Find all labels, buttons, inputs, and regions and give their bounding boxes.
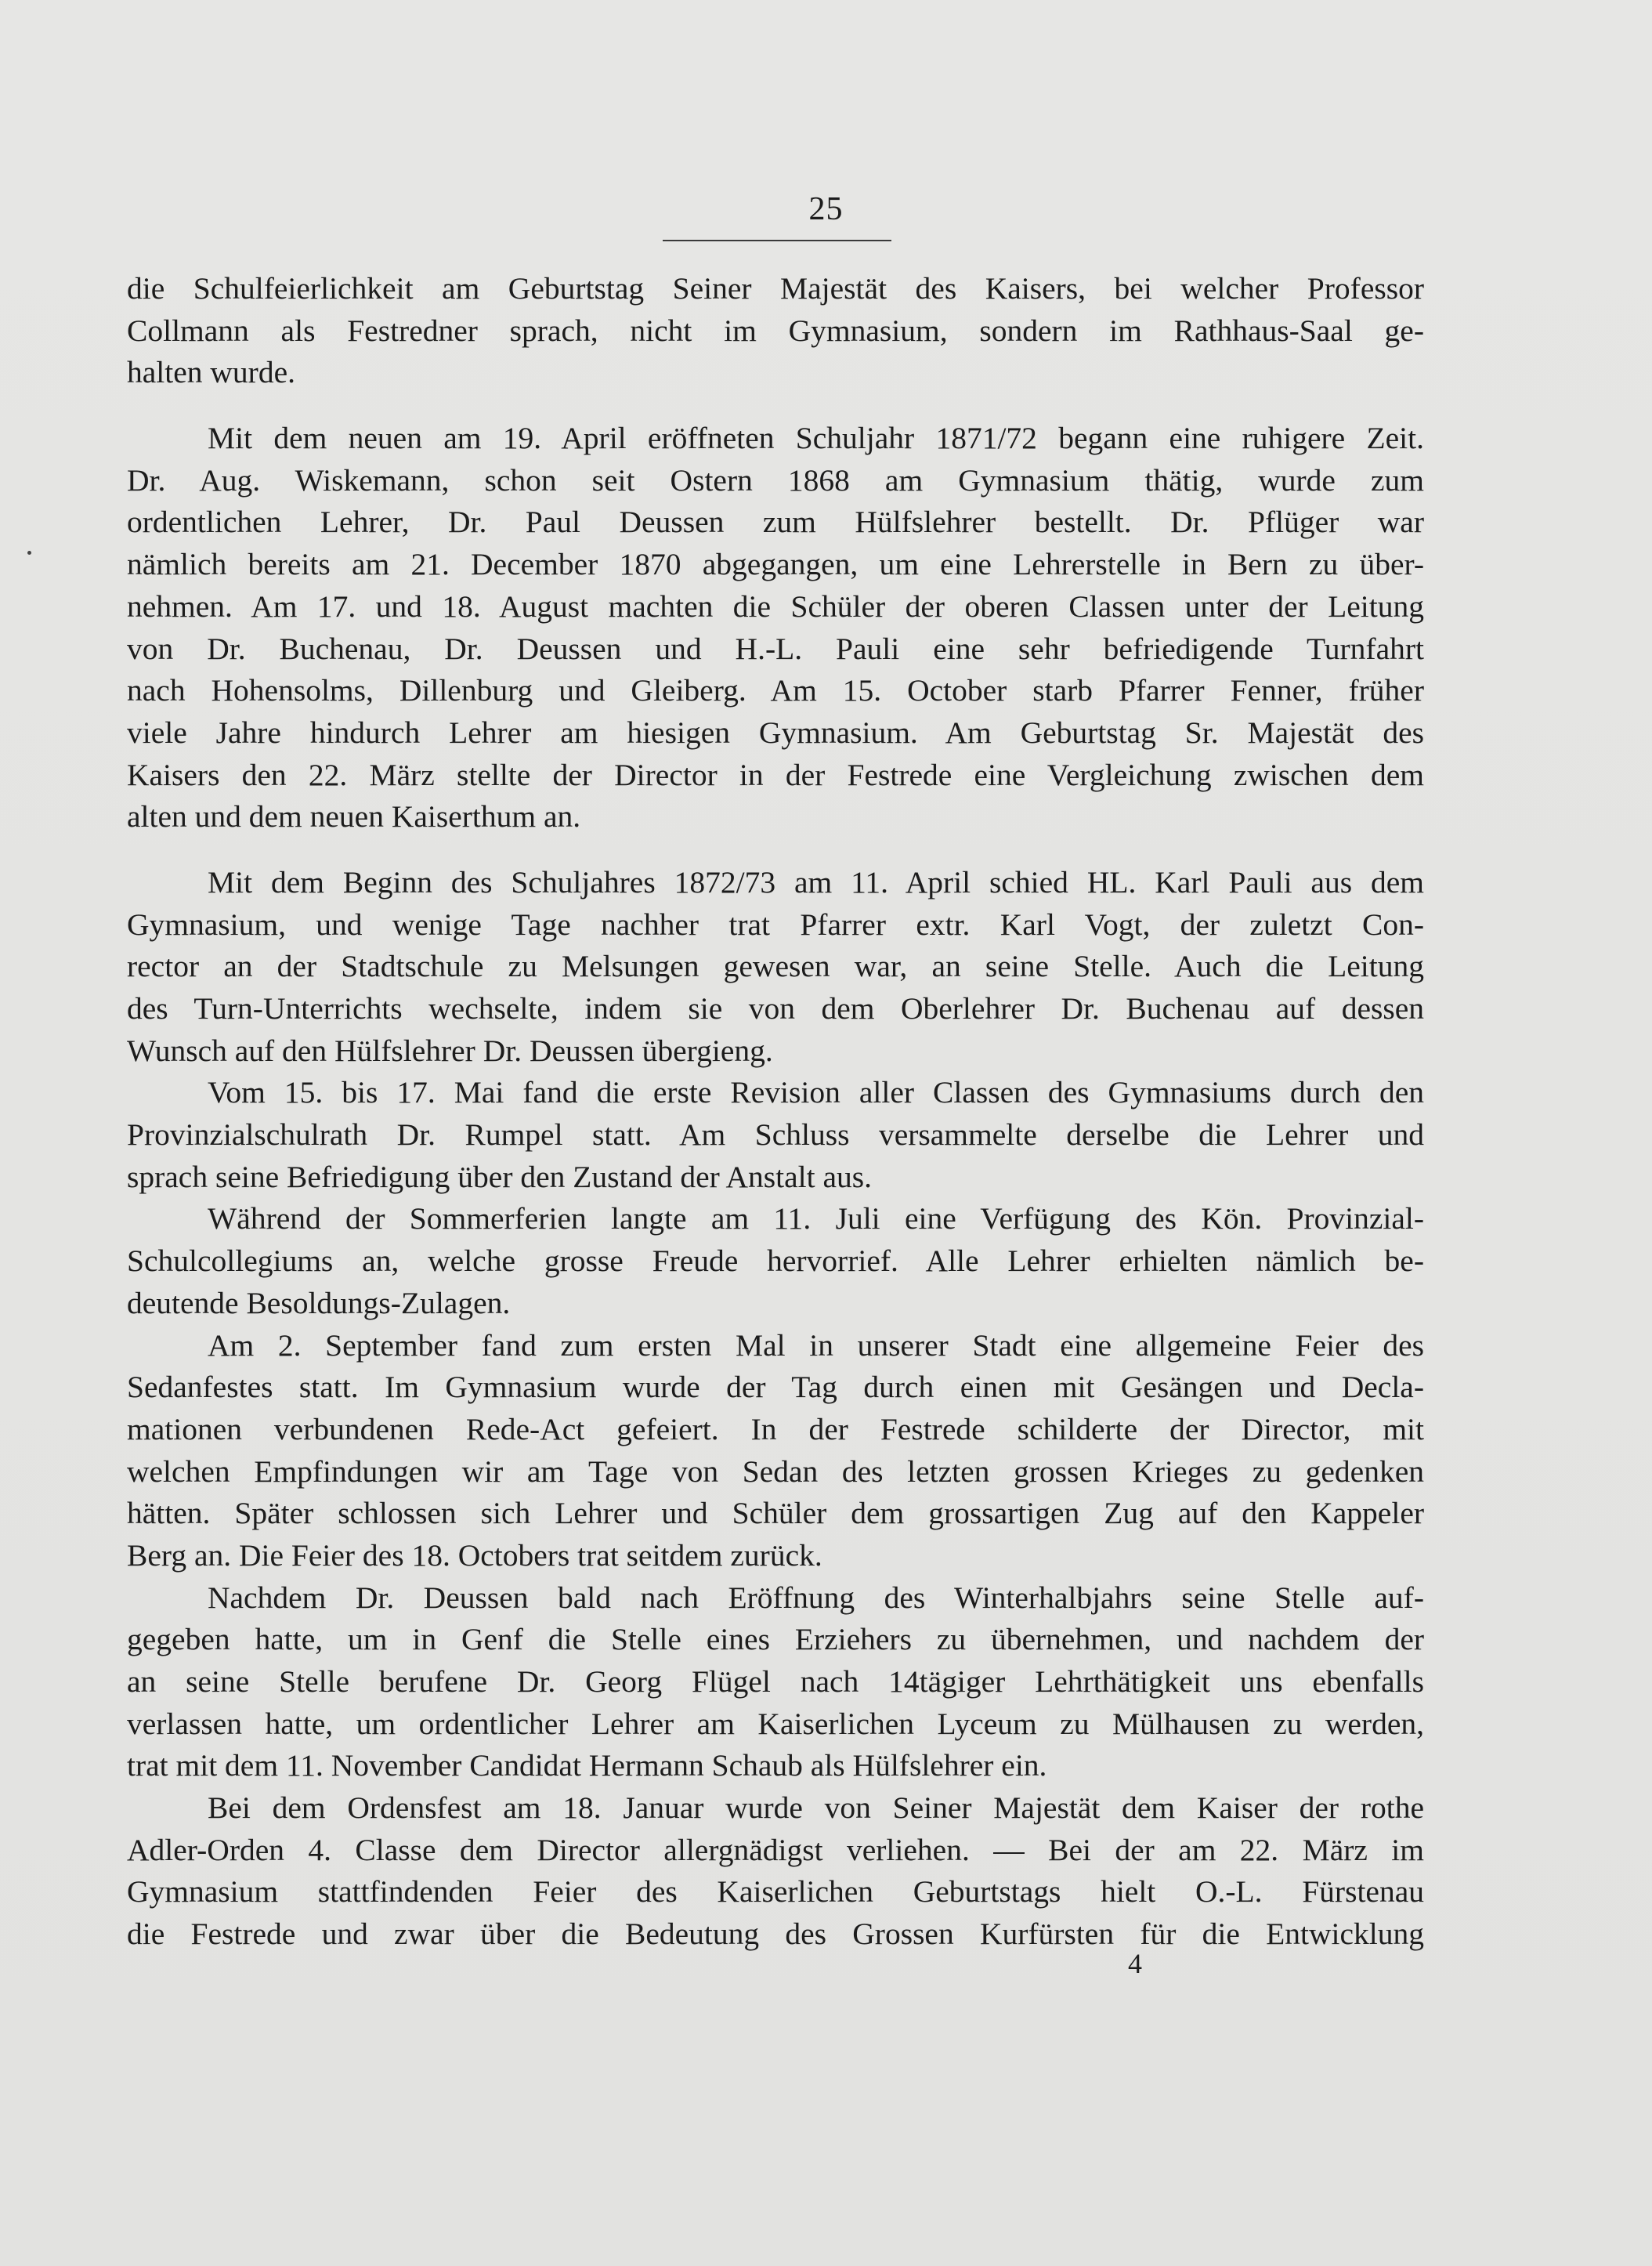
margin-dot [27,551,31,555]
text-line: hätten. Später schlossen sich Lehrer und Schüler dem grossartigen Zug auf den Kappeler [127,1496,1424,1531]
text-line: viele Jahre hindurch Lehrer am hiesigen Gymnasium. Am Geburtstag Sr. Majestät des [127,715,1424,750]
text-line: Berg an. Die Feier des 18. Octobers trat seitdem zurück. [127,1537,822,1573]
text-line: welchen Empfindungen wir am Tage von Sedan des letzten grossen Krieges zu gedenken [127,1453,1424,1489]
text-line: des Turn-Unterrichts wechselte, indem sie von dem Oberlehrer Dr. Buchenau auf dessen [127,991,1424,1026]
text-line: Bei dem Ordensfest am 18. Januar wurde von Seiner Majestät dem Kaiser der rothe [208,1790,1424,1826]
text-line: Vom 15. bis 17. Mai fand die erste Revision aller Classen des Gymnasiums durch den [208,1075,1424,1110]
text-line: Nachdem Dr. Deussen bald nach Eröffnung des Winterhalbjahrs seine Stelle auf- [208,1580,1424,1615]
text-line: verlassen hatte, um ordentlicher Lehrer am Kaiserlichen Lyceum zu Mülhausen zu werden, [127,1706,1424,1741]
text-line: die Schulfeierlichkeit am Geburtstag Seiner Majestät des Kaisers, bei welcher Professor [127,271,1424,306]
text-line: Mit dem Beginn des Schuljahres 1872/73 am 11. April schied HL. Karl Pauli aus dem [208,864,1424,900]
header-rule [663,240,891,241]
sheet-signature: 4 [1128,1948,1142,1979]
text-line: sprach seine Befriedigung über den Zustand der Anstalt aus. [127,1159,873,1194]
text-line: Während der Sommerferien langte am 11. Juli eine Verfügung des Kön. Provinzial- [208,1201,1424,1236]
text-line: deutende Besoldungs-Zulagen. [127,1285,511,1320]
text-line: ordentlichen Lehrer, Dr. Paul Deussen zum Hülfslehrer bestellt. Dr. Pflüger war [127,505,1424,540]
text-line: gegeben hatte, um in Genf die Stelle eines Erziehers zu übernehmen, und nachdem der [127,1622,1424,1657]
text-line: Gymnasium, und wenige Tage nachher trat Pfarrer extr. Karl Vogt, der zuletzt Con- [127,907,1424,942]
text-line: halten wurde. [127,355,295,390]
text-line: alten und dem neuen Kaiserthum an. [127,799,581,834]
text-line: Kaisers den 22. März stellte der Director in der Festrede eine Vergleichung zwischen dem [127,757,1424,792]
text-line: Provinzialschulrath Dr. Rumpel statt. Am Schluss versammelte derselbe die Lehrer und [127,1117,1424,1153]
text-line: Sedanfestes statt. Im Gymnasium wurde der Tag durch einen mit Gesängen und Decla- [127,1370,1424,1405]
paragraph-gap [127,838,1424,862]
text-line: Wunsch auf den Hülfslehrer Dr. Deussen übergieng. [127,1033,773,1068]
text-line: Schulcollegiums an, welche grosse Freude hervorrief. Alle Lehrer erhielten nämlich be- [127,1243,1424,1279]
body-text [127,268,1424,1956]
text-line: rector an der Stadtschule zu Melsungen gewesen war, an seine Stelle. Auch die Leitung [127,949,1424,984]
text-line: Gymnasium stattfindenden Feier des Kaiserlichen Geburtstags hielt O.-L. Fürstenau [127,1874,1424,1909]
text-line: Am 2. September fand zum ersten Mal in unserer Stadt eine allgemeine Feier des [208,1327,1424,1363]
text-line: Collmann als Festredner sprach, nicht im Gymnasium, sondern im Rathhaus-Saal ge- [127,313,1424,348]
page-number: 25 [808,191,844,227]
paragraph-gap [127,394,1424,418]
text-line: mationen verbundenen Rede-Act gefeiert. In der Festrede schilderte der Director, mit [127,1411,1424,1446]
text-line: trat mit dem 11. November Candidat Hermann Schaub als Hülfslehrer ein. [127,1748,1047,1783]
text-line: Adler-Orden 4. Classe dem Director allergnädigst verliehen. — Bei der am 22. März im [127,1832,1424,1867]
text-line: nehmen. Am 17. und 18. August machten die Schüler der oberen Classen unter der Leitung [127,588,1424,624]
text-line: die Festrede und zwar über die Bedeutung des Grossen Kurfürsten für die Entwicklung [127,1917,1424,1952]
text-line: an seine Stelle berufene Dr. Georg Flügel nach 14tägiger Lehrthätigkeit uns ebenfalls [127,1664,1424,1699]
text-line: Dr. Aug. Wiskemann, schon seit Ostern 1868 am Gymnasium thätig, wurde zum [127,462,1424,498]
text-line: nämlich bereits am 21. December 1870 abgegangen, um eine Lehrerstelle in Bern zu über- [127,547,1424,582]
text-line: von Dr. Buchenau, Dr. Deussen und H.-L. Pauli eine sehr befriedigende Turnfahrt [127,631,1424,666]
text-line: nach Hohensolms, Dillenburg und Gleiberg. Am 15. October starb Pfarrer Fenner, früher [127,673,1424,708]
text-line: Mit dem neuen am 19. April eröffneten Schuljahr 1871/72 begann eine ruhigere Zeit. [208,421,1424,456]
